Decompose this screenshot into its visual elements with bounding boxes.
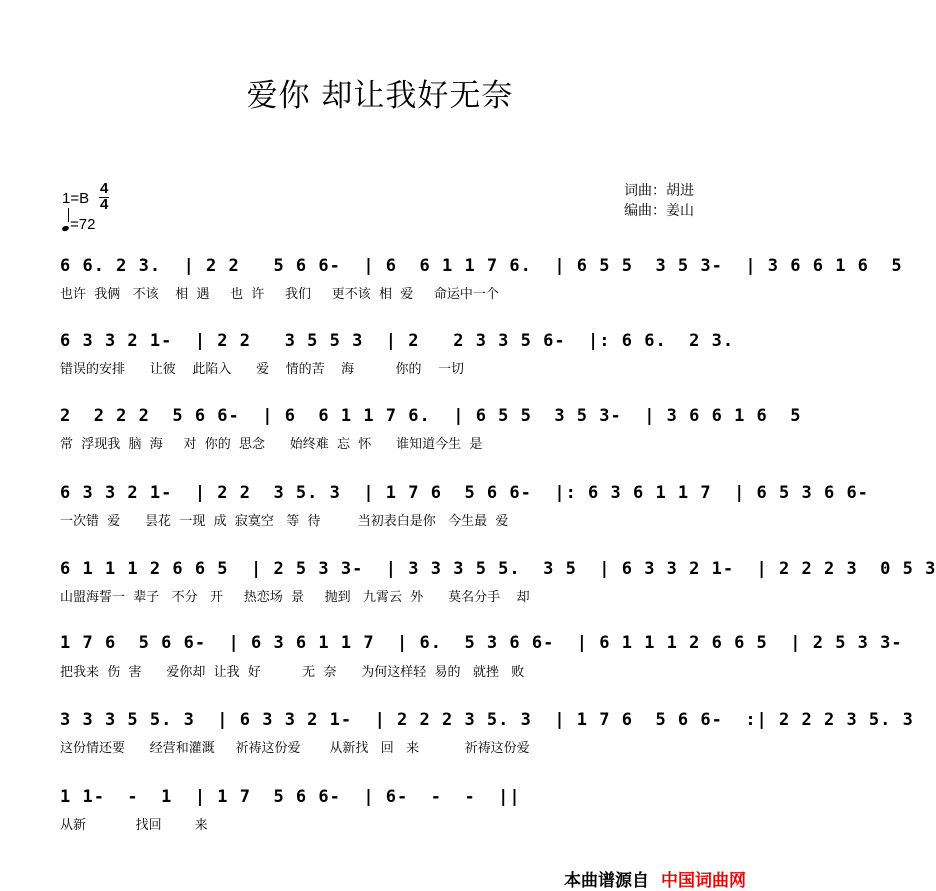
lyrics-row-3: 常 浮现我 脑 海 对 你的 思念 始终难 忘 怀 谁知道今生 是 xyxy=(60,437,483,452)
notation-row-3: 2 2 2 2 5 6 6- | 6 6 1 1 7 6. | 6 5 5 3 5 3- | 3 6 6 1 6 5 xyxy=(60,406,802,426)
lyrics-row-6: 把我来 伤 害 爱你却 让我 好 无 奈 为何这样轻 易的 就挫 败 xyxy=(60,665,525,680)
notation-row-2: 6 3 3 2 1- | 2 2 3 5 5 3 | 2 2 3 3 5 6- |: 6 6. 2 3. xyxy=(60,331,735,351)
tempo-marking xyxy=(62,216,95,233)
lyrics-row-2: 错误的安排 让彼 此陷入 爱 情的苦 海 你的 一切 xyxy=(60,362,465,377)
source-site-link[interactable]: 中国词曲网 xyxy=(661,871,746,890)
notation-row-4: 6 3 3 2 1- | 2 2 3 5. 3 | 1 7 6 5 6 6- |: 6 3 6 1 1 7 | 6 5 3 6 6- xyxy=(60,483,869,503)
arranger-credit: 编曲：姜山 xyxy=(624,202,694,218)
lyrics-row-4: 一次错 爱 昙花 一现 成 寂寞空 等 待 当初表白是你 今生最 爱 xyxy=(60,514,509,529)
note-head-icon xyxy=(61,225,69,232)
time-signature-denominator: 4 xyxy=(100,196,109,213)
source-footer xyxy=(564,866,746,891)
lyrics-music-credit: 词曲：胡进 xyxy=(624,182,694,198)
notation-row-1: 6 6. 2 3. | 2 2 5 6 6- | 6 6 1 1 7 6. | 6 5 5 3 5 3- | 3 6 6 1 6 5 xyxy=(60,256,903,276)
time-signature-numerator: 4 xyxy=(100,180,109,197)
notation-row-6: 1 7 6 5 6 6- | 6 3 6 1 1 7 | 6. 5 3 6 6- | 6 1 1 1 2 6 6 5 | 2 5 3 3- xyxy=(60,633,903,653)
key-signature: 1=B xyxy=(62,190,90,207)
lyrics-row-8: 从新 找回 来 xyxy=(60,818,208,833)
notation-row-7: 3 3 3 5 5. 3 | 6 3 3 2 1- | 2 2 2 3 5. 3 | 1 7 6 5 6 6- :| 2 2 2 3 5. 3 xyxy=(60,710,914,730)
source-label: 本曲谱源自 xyxy=(564,871,649,890)
lyrics-row-7: 这份情还要 经营和灌溉 祈祷这份爱 从新找 回 来 祈祷这份爱 xyxy=(60,741,530,756)
notation-row-8: 1 1- - 1 | 1 7 5 6 6- | 6- - - || xyxy=(60,787,521,807)
lyrics-row-5: 山盟海誓一 辈子 不分 开 热恋场 景 抛到 九霄云 外 莫名分手 却 xyxy=(60,590,530,605)
tempo-value: =72 xyxy=(70,216,96,233)
notation-row-5: 6 1 1 1 2 6 6 5 | 2 5 3 3- | 3 3 3 5 5. 3 5 | 6 3 3 2 1- | 2 2 2 3 0 5 3 xyxy=(60,559,936,579)
credits xyxy=(624,180,694,220)
lyrics-row-1: 也许 我俩 不该 相 遇 也 许 我们 更不该 相 爱 命运中一个 xyxy=(60,287,499,302)
page-title: 爱你 却让我好无奈 xyxy=(246,78,514,114)
